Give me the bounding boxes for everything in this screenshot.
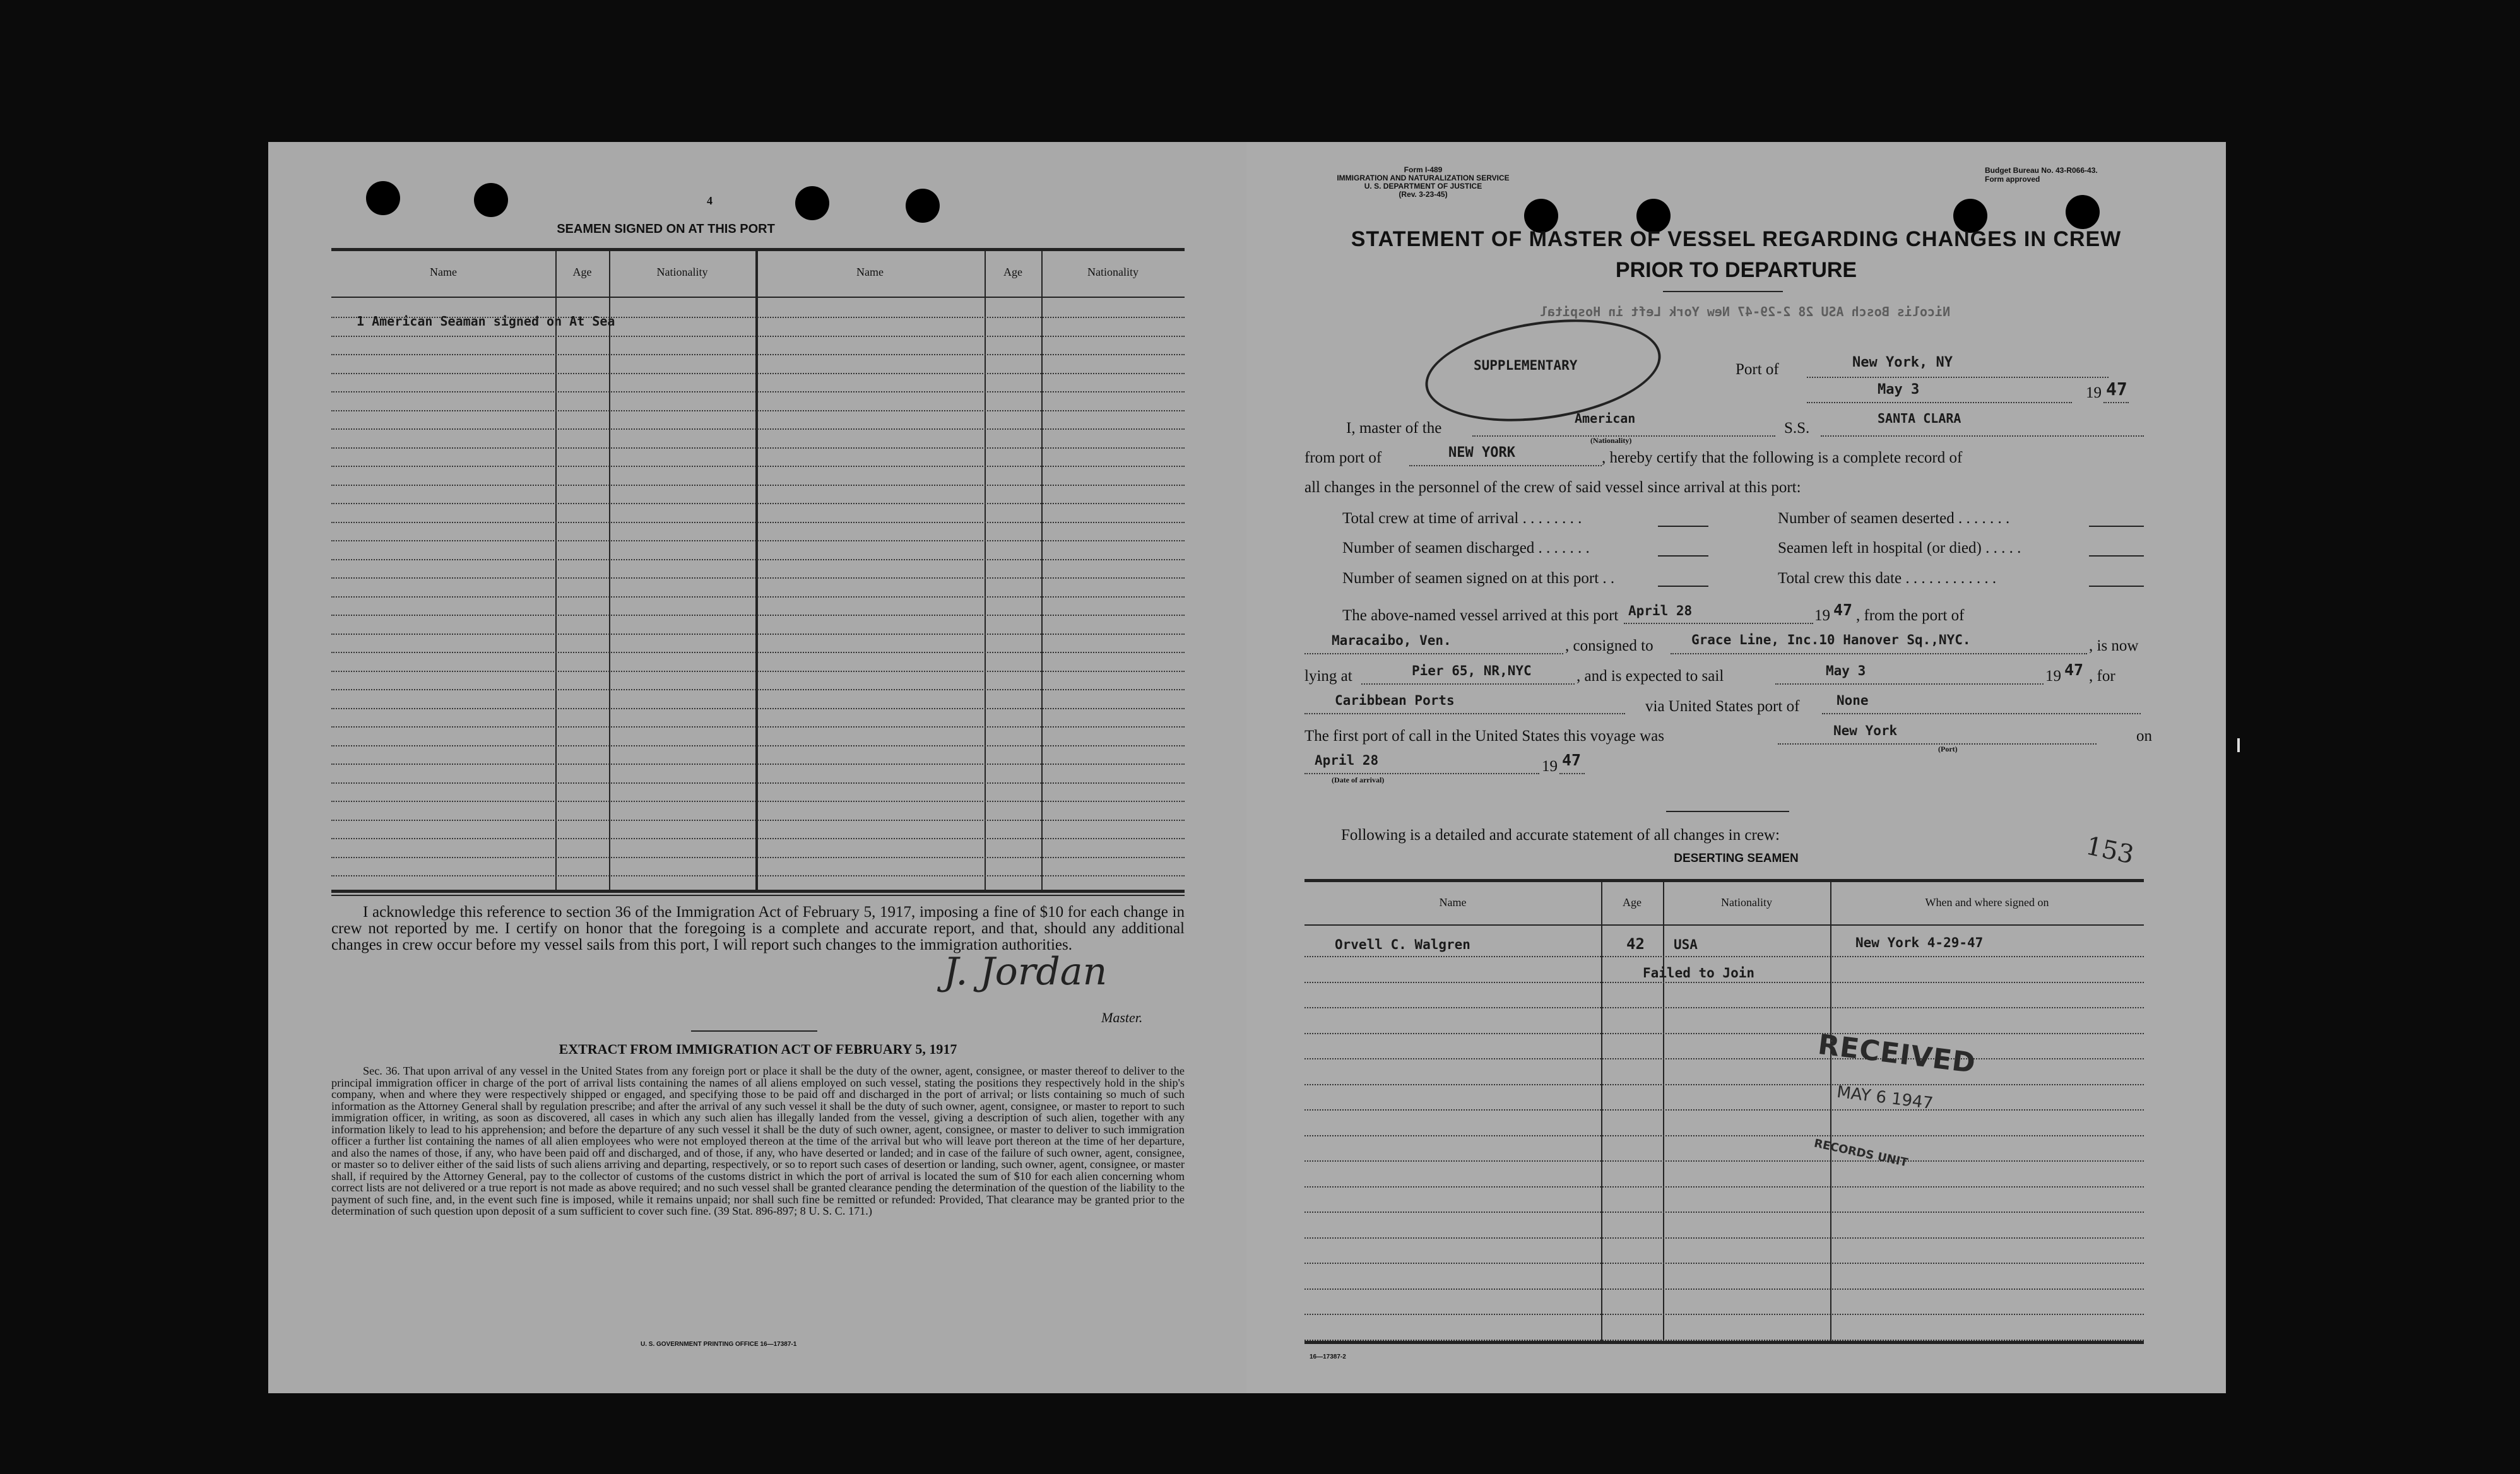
- ruled-row: [1304, 1314, 2144, 1315]
- ruled-row: [331, 820, 1185, 821]
- ruled-row: [331, 559, 1185, 560]
- ruled-row: [1304, 982, 2144, 983]
- punch-hole: [795, 186, 829, 220]
- ruled-row: [331, 503, 1185, 504]
- total-crew-arrival: Total crew at time of arrival . . . . . . . .: [1342, 510, 1582, 527]
- ruled-row: [331, 634, 1185, 635]
- bleed-through-text: Nicolis Bosch ASU 28 2-29-47 New York Left in Hospital: [1539, 304, 1951, 319]
- budget-bureau: Budget Bureau No. 43-R066-43. Form approved: [1985, 166, 2098, 184]
- ruled-row: [1304, 1135, 2144, 1136]
- form-title: STATEMENT OF MASTER OF VESSEL REGARDING CHANGES IN CREW: [1351, 227, 2122, 251]
- ruled-row: [331, 596, 1185, 598]
- year-prefix: 19: [2086, 384, 2102, 401]
- ruled-row: [1304, 1109, 2144, 1111]
- ruled-row: [331, 801, 1185, 802]
- first-arrival-date: April 28: [1315, 753, 1379, 768]
- nationality-caption: (Nationality): [1590, 436, 1632, 445]
- lying-at: lying at: [1304, 668, 1352, 685]
- punch-hole: [366, 181, 400, 215]
- first-arrival-year: 47: [1562, 751, 1582, 769]
- arrived-date: April 28: [1628, 603, 1693, 618]
- col-nationality: Nationality: [656, 266, 708, 278]
- year-prefix: 19: [2045, 668, 2061, 685]
- following-text: Following is a detailed and accurate statement of all changes in crew:: [1341, 827, 1780, 844]
- ruled-row: [331, 615, 1185, 616]
- consigned-to: , consigned to: [1565, 637, 1653, 654]
- received-stamp-date: MAY 6 1947: [1835, 1082, 1934, 1114]
- master-of-the: I, master of the: [1346, 420, 1442, 437]
- col-name: Name: [856, 266, 884, 278]
- ruled-row: [1304, 1263, 2144, 1264]
- punch-hole: [474, 183, 508, 217]
- destination: Caribbean Ports: [1335, 693, 1455, 708]
- signed-on-heading: SEAMEN SIGNED ON AT THIS PORT: [557, 222, 775, 236]
- ruled-row: [1304, 1340, 2144, 1341]
- seaman-nationality: USA: [1674, 937, 1698, 952]
- col-age: Age: [1003, 266, 1022, 278]
- page-mark: 153: [2083, 831, 2137, 870]
- year-prefix: 19: [1814, 607, 1830, 624]
- consignee: Grace Line, Inc.10 Hanover Sq.,NYC.: [1691, 632, 1971, 647]
- ruled-row: [1304, 1160, 2144, 1162]
- seamen-signed-on: Number of seamen signed on at this port . .: [1342, 570, 1615, 587]
- ruled-row: [1304, 1084, 2144, 1085]
- from-port-value: NEW YORK: [1448, 445, 1515, 461]
- acknowledgement-text: I acknowledge this reference to section 36 of the Immigration Act of February 5, 1917, imposing a fine of $10 for each change in crew not reported by me. I certify on honor that the foregoing is a complete and accurate report, and that, should any additional changes in crew occur before my vessel sails from this port, I will report such changes to the immigration authorities.: [331, 904, 1185, 953]
- report-date: May 3: [1878, 382, 1920, 398]
- first-port-text: The first port of call in the United States this voyage was: [1304, 728, 1665, 745]
- arrived-year: 47: [1833, 601, 1853, 619]
- ruled-row: [331, 708, 1185, 709]
- ruled-row: [331, 428, 1185, 430]
- year-prefix: 19: [1542, 758, 1558, 775]
- ruled-row: [1304, 1288, 2144, 1290]
- all-changes-text: all changes in the personnel of the crew of said vessel since arrival at this port:: [1304, 479, 1801, 496]
- ruled-row: [331, 485, 1185, 486]
- col-name: Name: [1439, 896, 1467, 909]
- ship-name: SANTA CLARA: [1878, 411, 1961, 426]
- from-the-port: , from the port of: [1856, 607, 1965, 624]
- ruled-row: [1304, 1033, 2144, 1034]
- seaman-age: 42: [1626, 935, 1645, 953]
- is-now: , is now: [2089, 637, 2139, 654]
- supplementary-mark: SUPPLEMENTARY: [1474, 358, 1578, 373]
- right-page: [1246, 142, 2226, 1393]
- ruled-row: [1304, 956, 2144, 957]
- col-age: Age: [572, 266, 592, 278]
- master-label: Master.: [1101, 1010, 1143, 1025]
- ruled-row: [1304, 1237, 2144, 1239]
- col-when-where: When and where signed on: [1925, 896, 2049, 909]
- via-text: via United States port of: [1645, 698, 1800, 715]
- ruled-row: [331, 745, 1185, 746]
- ruled-row: [1304, 1212, 2144, 1213]
- ruled-row: [331, 838, 1185, 839]
- via-port: None: [1837, 693, 1869, 708]
- first-port-value: New York: [1833, 723, 1898, 738]
- port-value: New York, NY: [1852, 355, 1953, 370]
- form-subtitle: PRIOR TO DEPARTURE: [1615, 258, 1857, 282]
- ruled-row: [331, 726, 1185, 728]
- ruled-row: [331, 577, 1185, 579]
- date-caption: (Date of arrival): [1332, 775, 1385, 784]
- left-page: [268, 142, 1248, 1393]
- received-stamp: RECEIVED: [1816, 1028, 1978, 1080]
- ruled-row: [331, 522, 1185, 523]
- origin-port: Maracaibo, Ven.: [1332, 633, 1452, 648]
- ruled-row: [331, 447, 1185, 449]
- page-number: 4: [707, 194, 713, 207]
- ruled-row: [331, 875, 1185, 876]
- ruled-row: [331, 336, 1185, 337]
- seaman-signed-on: New York 4-29-47: [1855, 935, 1984, 950]
- ss-label: S.S.: [1784, 420, 1810, 437]
- ruled-row: [331, 764, 1185, 765]
- ruled-row: [1304, 1058, 2144, 1059]
- arrived-text: The above-named vessel arrived at this port: [1342, 607, 1619, 624]
- port-label: Port of: [1736, 361, 1779, 378]
- ruled-row: [331, 466, 1185, 467]
- from-port-label: from port of: [1304, 449, 1382, 466]
- ruled-row: [331, 410, 1185, 411]
- col-nationality: Nationality: [1087, 266, 1139, 278]
- failed-to-join: Failed to Join: [1643, 965, 1755, 981]
- form-header: Form I-489 IMMIGRATION AND NATURALIZATION SERVICE U. S. DEPARTMENT OF JUSTICE (Rev. 3-23-45): [1337, 165, 1510, 199]
- seamen-left-hospital: Seamen left in hospital (or died) . . . . .: [1778, 539, 2021, 557]
- sail-year: 47: [2064, 661, 2084, 679]
- extract-title: EXTRACT FROM IMMIGRATION ACT OF FEBRUARY 5, 1917: [559, 1041, 957, 1057]
- master-signature: J. Jordan: [944, 950, 1108, 994]
- signed-on-entry: 1 American Seaman signed on At Sea: [357, 314, 615, 329]
- report-year: 47: [2106, 379, 2127, 399]
- printing-office: U. S. GOVERNMENT PRINTING OFFICE 16—17387-1: [641, 1341, 797, 1348]
- ruled-row: [331, 354, 1185, 355]
- col-age: Age: [1623, 896, 1642, 909]
- records-unit-stamp: RECORDS UNIT: [1813, 1136, 1909, 1170]
- punch-hole: [2066, 195, 2100, 229]
- seamen-deserted: Number of seamen deserted . . . . . . .: [1778, 510, 2010, 527]
- pier-location: Pier 65, NR,NYC: [1412, 663, 1532, 678]
- ruled-row: [331, 540, 1185, 541]
- ruled-row: [331, 391, 1185, 392]
- edge-mark: [2237, 738, 2240, 752]
- nationality-value: American: [1575, 411, 1636, 426]
- on-label: on: [2136, 728, 2152, 745]
- form-number: 16—17387-2: [1310, 1353, 1346, 1360]
- ruled-row: [1304, 1186, 2144, 1188]
- total-crew-date: Total crew this date . . . . . . . . . . . .: [1778, 570, 1997, 587]
- punch-hole: [906, 189, 940, 223]
- certify-text: , hereby certify that the following is a complete record of: [1602, 449, 1963, 466]
- extract-text: Sec. 36. That upon arrival of any vessel in the United States from any foreign port or place it shall be the duty of the owner, agent, consignee, or master thereof to deliver to the principal immigration officer in charge of the port of arrival lists containing the names of all aliens employed on such vessel, stating the positions they respectively hold in the ship's company, when and where they were respectively shipped or engaged, and specifying those to be paid off and discharged in the port of arrival; or lists containing so much of such information as the Attorney General shall by regulation prescribe; and after the arrival of any such vessel it shall be the duty of such owner, agent, consignee, or master to report to such immigration officer, in writing, as soon as discovered, all cases in which any such alien has illegally landed from the vessel, giving a description of such alien, together with any information likely to lead to his apprehension; and before the departure of any such vessel it shall be the duty of such owner, agent, consignee, or master to deliver to such immigration officer a further list containing the names of all alien employees who were not employed thereon at the time of the arrival but who will leave port thereon at the time of her departure, and also the names of those, if any, who have been paid off and discharged, and of those, if any, who have deserted or landed; and in case of the failure of such owner, agent, consignee, or master so to deliver either of the said lists of such aliens arriving and departing, respectively, or so to report such cases of desertion or landing, such owner, agent, consignee, or master shall, if required by the Attorney General, pay to the collector of customs of the customs district in which the port of arrival is located the sum of $10 for each alien concerning whom correct lists are not delivered or a true report is not made as above required; and no such vessel shall be granted clearance pending the determination of the question of the liability to the payment of such fine, and, in the event such fine is imposed, while it remains unpaid; nor shall such fine be remitted or refunded: Provided, That clearance may be granted prior to the determination of such question upon deposit of a sum sufficient to cover such fine. (39 Stat. 896-897; 8 U. S. C. 171.): [331, 1064, 1185, 1217]
- ruled-row: [331, 671, 1185, 672]
- expected-sail: , and is expected to sail: [1576, 668, 1724, 685]
- col-nationality: Nationality: [1721, 896, 1772, 909]
- ruled-row: [331, 782, 1185, 784]
- seamen-discharged: Number of seamen discharged . . . . . . .: [1342, 539, 1590, 557]
- ruled-row: [1304, 1007, 2144, 1008]
- seaman-name: Orvell C. Walgren: [1335, 937, 1470, 952]
- col-name: Name: [430, 266, 457, 278]
- sail-date: May 3: [1826, 663, 1866, 678]
- port-caption: (Port): [1938, 745, 1958, 753]
- ruled-row: [331, 857, 1185, 858]
- for-label: , for: [2089, 668, 2115, 685]
- ruled-row: [331, 373, 1185, 374]
- deserting-heading: DESERTING SEAMEN: [1674, 852, 1799, 865]
- ruled-row: [331, 689, 1185, 690]
- ruled-row: [331, 652, 1185, 653]
